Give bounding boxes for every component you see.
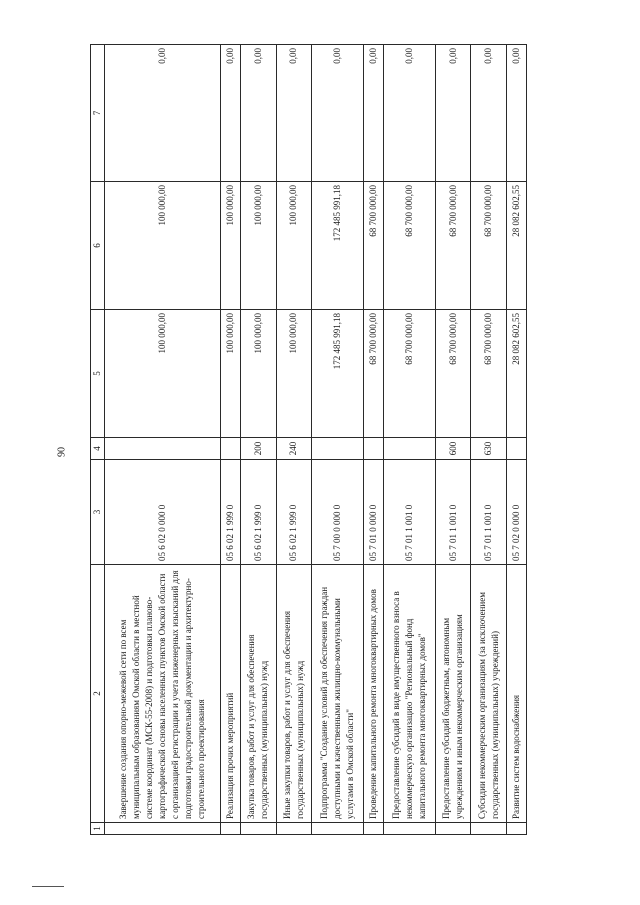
row-number-cell [276, 823, 312, 835]
amount-cell: 0,00 [105, 45, 221, 182]
expense-type-cell [383, 438, 435, 460]
amount-cell: 68 700 000,00 [383, 182, 435, 310]
table-row [383, 45, 435, 835]
page-number: 90 [56, 447, 68, 457]
footer-divider [32, 886, 64, 887]
header-row [91, 45, 105, 835]
amount-cell: 172 485 991,18 [312, 310, 364, 438]
row-number-cell [383, 823, 435, 835]
amount-cell: 100 000,00 [105, 182, 221, 310]
table-row [312, 45, 364, 835]
item-name-cell: Предоставление субсидий бюджетным, автономным учреждениям и иным некоммерческим организациям [435, 565, 471, 823]
item-name-cell: Закупка товаров, работ и услуг для обеспечения государственных (муниципальных) нужд [240, 565, 276, 823]
classification-code-cell: 05 6 02 1 999 0 [220, 460, 240, 565]
item-name-cell: Развитие систем водоснабжения [507, 565, 527, 823]
expense-type-cell [105, 438, 221, 460]
item-name-cell: Завершение создания опорно-межевой сети по всем муниципальным образованиям Омской области в местной системе координат (МСК-55-2008) и подготовки планово-картографической основы населенных пунктов Омской области с организацией регистрации и учета инженерных изысканий для подготовки градостроительной документации и архитектурно-строительного проектирования [105, 565, 221, 823]
amount-cell: 0,00 [435, 45, 471, 182]
table-row [276, 45, 312, 835]
item-name-cell: Субсидии некоммерческим организациям (за исключением государственных (муниципальных) учреждений) [471, 565, 507, 823]
amount-cell: 100 000,00 [276, 182, 312, 310]
amount-cell: 100 000,00 [276, 310, 312, 438]
column-header: 3 [91, 460, 105, 565]
amount-cell: 68 700 000,00 [471, 310, 507, 438]
classification-code-cell: 05 7 00 0 000 0 [312, 460, 364, 565]
row-number-cell [240, 823, 276, 835]
expense-type-cell: 240 [276, 438, 312, 460]
amount-cell: 0,00 [312, 45, 364, 182]
classification-code-cell: 05 7 02 0 000 0 [507, 460, 527, 565]
amount-cell: 28 082 602,55 [507, 310, 527, 438]
classification-code-cell: 05 7 01 1 001 0 [383, 460, 435, 565]
table-row [220, 45, 240, 835]
table-body [91, 45, 527, 835]
amount-cell: 68 700 000,00 [471, 182, 507, 310]
item-name-cell: Реализация прочих мероприятий [220, 565, 240, 823]
table-row [435, 45, 471, 835]
expense-type-cell: 600 [435, 438, 471, 460]
table-row [105, 45, 221, 835]
amount-cell: 68 700 000,00 [435, 310, 471, 438]
row-number-cell [471, 823, 507, 835]
row-number-cell [220, 823, 240, 835]
item-name-cell: Проведение капитального ремонта многоквартирных домов [364, 565, 384, 823]
column-header: 2 [91, 565, 105, 823]
table-row [364, 45, 384, 835]
classification-code-cell: 05 6 02 1 999 0 [240, 460, 276, 565]
table-row [240, 45, 276, 835]
column-header: 1 [91, 823, 105, 835]
column-header: 6 [91, 182, 105, 310]
amount-cell: 0,00 [276, 45, 312, 182]
amount-cell: 100 000,00 [240, 310, 276, 438]
amount-cell: 172 485 991,18 [312, 182, 364, 310]
classification-code-cell: 05 6 02 1 999 0 [276, 460, 312, 565]
amount-cell: 0,00 [240, 45, 276, 182]
item-name-cell: Иные закупки товаров, работ и услуг для обеспечения государственных (муниципальных) нужд [276, 565, 312, 823]
amount-cell: 100 000,00 [105, 310, 221, 438]
amount-cell: 100 000,00 [220, 182, 240, 310]
amount-cell: 0,00 [220, 45, 240, 182]
amount-cell: 68 700 000,00 [364, 310, 384, 438]
amount-cell: 100 000,00 [240, 182, 276, 310]
expense-type-cell [312, 438, 364, 460]
expense-type-cell [220, 438, 240, 460]
amount-cell: 0,00 [364, 45, 384, 182]
column-header: 4 [91, 438, 105, 460]
amount-cell: 0,00 [471, 45, 507, 182]
expense-type-cell: 630 [471, 438, 507, 460]
expense-type-cell: 200 [240, 438, 276, 460]
budget-table [90, 44, 527, 835]
row-number-cell [435, 823, 471, 835]
classification-code-cell: 05 7 01 1 001 0 [435, 460, 471, 565]
table-row [471, 45, 507, 835]
amount-cell: 68 700 000,00 [364, 182, 384, 310]
expense-type-cell [364, 438, 384, 460]
row-number-cell [105, 823, 221, 835]
column-header: 7 [91, 45, 105, 182]
row-number-cell [507, 823, 527, 835]
budget-table-rotated [90, 45, 527, 835]
amount-cell: 28 082 602,55 [507, 182, 527, 310]
classification-code-cell: 05 6 02 0 000 0 [105, 460, 221, 565]
amount-cell: 68 700 000,00 [383, 310, 435, 438]
item-name-cell: Предоставление субсидий в виде имущественного взноса в некоммерческую организацию "Региональный фонд капитального ремонта многоквартирных домов" [383, 565, 435, 823]
amount-cell: 0,00 [507, 45, 527, 182]
row-number-cell [312, 823, 364, 835]
classification-code-cell: 05 7 01 1 001 0 [471, 460, 507, 565]
expense-type-cell [507, 438, 527, 460]
amount-cell: 100 000,00 [220, 310, 240, 438]
row-number-cell [364, 823, 384, 835]
amount-cell: 68 700 000,00 [435, 182, 471, 310]
classification-code-cell: 05 7 01 0 000 0 [364, 460, 384, 565]
column-header: 5 [91, 310, 105, 438]
table-row [507, 45, 527, 835]
item-name-cell: Подпрограмма "Создание условий для обеспечения граждан доступными и качественными жилищно-коммунальными услугами в Омской области" [312, 565, 364, 823]
amount-cell: 0,00 [383, 45, 435, 182]
